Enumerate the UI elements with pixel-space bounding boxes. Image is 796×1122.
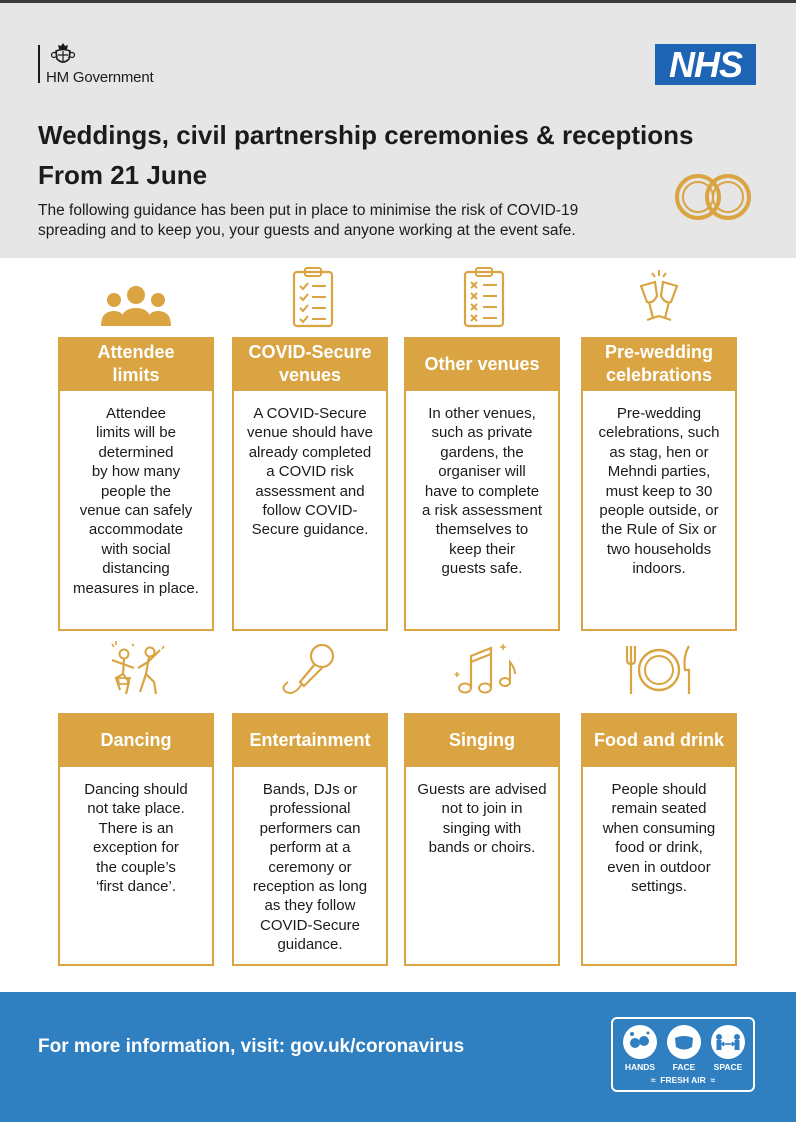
card-text-line: when consuming bbox=[602, 819, 716, 837]
fresh-air-label: ≈ FRESH AIR ≈ bbox=[650, 1075, 716, 1085]
hm-government-label: HM Government bbox=[46, 69, 154, 86]
card-text-line: There is an bbox=[98, 819, 174, 837]
card-text-line: must keep to 30 bbox=[605, 482, 713, 500]
card-text-line: determined bbox=[98, 443, 174, 461]
card-text-line: venue can safely bbox=[79, 502, 193, 520]
hm-government-logo bbox=[38, 41, 178, 89]
card-text-line: Bands, DJs or bbox=[262, 781, 358, 798]
card-text-line: follow COVID- bbox=[262, 502, 358, 520]
card-text-line: two households bbox=[606, 540, 712, 558]
hands-icon bbox=[623, 1025, 657, 1059]
card-text-line: settings. bbox=[631, 878, 687, 896]
space-label: SPACE bbox=[713, 1062, 743, 1072]
page-title bbox=[38, 115, 758, 195]
card-text-line: bands or choirs. bbox=[428, 839, 536, 857]
card-text-line: distancing bbox=[102, 560, 170, 578]
card-body-attendee-limits bbox=[58, 391, 214, 631]
card-text-line: even in outdoor bbox=[607, 858, 711, 876]
card-head-pre-wedding-celebrations bbox=[581, 337, 737, 391]
champagne-glasses-icon bbox=[619, 266, 699, 330]
card-text-line: Guests are advised bbox=[417, 781, 547, 798]
card-text-line: a risk assessment bbox=[421, 502, 543, 520]
header-panel bbox=[0, 3, 796, 258]
card-text-line: as they follow bbox=[264, 897, 356, 915]
card-head-singing bbox=[404, 713, 560, 767]
card-text-line: exception for bbox=[93, 839, 179, 857]
card-body-covid-secure-venues bbox=[232, 391, 388, 631]
card-text-line: guests safe. bbox=[441, 560, 523, 578]
card-text-line: singing with bbox=[442, 819, 522, 837]
title-line-1: Weddings, civil partnership ceremonies & receptions bbox=[38, 120, 694, 150]
nhs-logo: NHS bbox=[655, 44, 756, 85]
card-text-line: perform at a bbox=[269, 839, 351, 857]
card-head-line: celebrations bbox=[605, 365, 713, 385]
card-text-line: In other venues, bbox=[428, 405, 536, 422]
card-head-line: COVID-Secure bbox=[248, 342, 372, 362]
card-body-entertainment bbox=[232, 767, 388, 966]
card-text-line: assessment and bbox=[255, 482, 365, 500]
card-text-line: celebrations, such bbox=[598, 424, 720, 442]
checklist-icon bbox=[272, 266, 352, 330]
intro-line-2: spreading and to keep you, your guests and anyone working at the event safe. bbox=[38, 222, 576, 239]
card-text-line: already completed bbox=[248, 443, 372, 461]
card-head-entertainment bbox=[232, 713, 388, 767]
card-head-line: Other venues bbox=[424, 353, 540, 374]
card-text-line: guidance. bbox=[277, 936, 343, 954]
card-text-line: people the bbox=[100, 482, 172, 500]
fresh-air-text: FRESH AIR bbox=[660, 1075, 706, 1085]
card-text-line: ceremony or bbox=[268, 858, 352, 876]
card-head-line: Dancing bbox=[100, 729, 172, 750]
card-text-line: a COVID risk bbox=[266, 463, 354, 481]
card-text-line: A COVID-Secure bbox=[253, 405, 367, 422]
card-text-line: the couple’s bbox=[96, 858, 176, 876]
card-text-line: people outside, or bbox=[599, 502, 719, 520]
title-line-2: From 21 June bbox=[38, 160, 208, 190]
card-body-singing bbox=[404, 767, 560, 966]
face-mask-icon bbox=[667, 1025, 701, 1059]
card-head-line: Attendee bbox=[97, 342, 175, 362]
intro-text bbox=[38, 201, 658, 241]
people-icon bbox=[96, 278, 176, 342]
card-head-line: limits bbox=[112, 365, 160, 385]
card-text-line: organiser will bbox=[438, 463, 526, 481]
card-text-line: Secure guidance. bbox=[251, 521, 369, 539]
card-head-line: venues bbox=[278, 365, 342, 385]
plate-cutlery-icon bbox=[619, 638, 699, 702]
card-text-line: Pre-wedding bbox=[616, 405, 702, 422]
more-information-link[interactable]: For more information, visit: gov.uk/coronavirus bbox=[38, 1036, 465, 1057]
card-body-food-and-drink bbox=[581, 767, 737, 966]
card-text-line: indoors. bbox=[632, 560, 686, 578]
card-text-line: accommodate bbox=[88, 521, 184, 539]
space-icon bbox=[711, 1025, 745, 1059]
card-text-line: Mehndi parties, bbox=[607, 463, 711, 481]
card-text-line: professional bbox=[269, 800, 351, 818]
card-text-line: Dancing should bbox=[84, 781, 188, 798]
card-text-line: venue should have bbox=[247, 424, 373, 442]
cross-checklist-icon bbox=[443, 266, 523, 330]
card-head-line: Food and drink bbox=[594, 729, 724, 750]
hands-face-space-badge bbox=[611, 1017, 755, 1092]
card-text-line: measures in place. bbox=[73, 579, 199, 597]
card-head-food-and-drink bbox=[581, 713, 737, 767]
card-head-other-venues bbox=[404, 337, 560, 391]
card-head-line: Pre-wedding bbox=[604, 342, 713, 362]
face-label: FACE bbox=[672, 1062, 696, 1072]
card-text-line: such as private bbox=[431, 424, 533, 442]
card-body-dancing bbox=[58, 767, 214, 966]
card-head-dancing bbox=[58, 713, 214, 767]
music-notes-icon bbox=[443, 638, 523, 702]
card-head-attendee-limits bbox=[58, 337, 214, 391]
card-text-line: food or drink, bbox=[615, 839, 703, 857]
card-text-line: the Rule of Six or bbox=[601, 521, 717, 539]
card-head-covid-secure-venues bbox=[232, 337, 388, 391]
card-text-line: not take place. bbox=[87, 800, 185, 818]
card-text-line: limits will be bbox=[95, 424, 176, 442]
card-body-other-venues bbox=[404, 391, 560, 631]
royal-crest-icon bbox=[50, 41, 76, 67]
dancing-icon bbox=[96, 638, 176, 702]
card-text-line: not to join in bbox=[441, 800, 523, 818]
card-text-line: reception as long bbox=[252, 878, 368, 896]
logo-bar bbox=[38, 45, 40, 83]
card-text-line: with social bbox=[101, 540, 171, 558]
hands-label: HANDS bbox=[624, 1062, 656, 1072]
card-text-line: performers can bbox=[259, 819, 361, 837]
footer-panel bbox=[0, 992, 796, 1122]
card-text-line: have to complete bbox=[424, 482, 540, 500]
card-head-line: Singing bbox=[449, 729, 515, 750]
card-text-line: gardens, the bbox=[440, 443, 524, 461]
card-head-line: Entertainment bbox=[249, 729, 371, 750]
card-text-line: keep their bbox=[449, 540, 515, 558]
card-text-line: People should bbox=[611, 781, 707, 798]
card-text-line: COVID-Secure bbox=[259, 916, 361, 934]
intro-line-1: The following guidance has been put in place to minimise the risk of COVID-19 bbox=[38, 202, 579, 219]
microphone-icon bbox=[272, 638, 352, 702]
card-text-line: as stag, hen or bbox=[609, 443, 709, 461]
card-text-line: themselves to bbox=[435, 521, 529, 539]
card-text-line: remain seated bbox=[611, 800, 707, 818]
card-body-pre-wedding-celebrations bbox=[581, 391, 737, 631]
card-text-line: ‘first dance’. bbox=[95, 878, 177, 896]
card-text-line: by how many bbox=[91, 463, 181, 481]
wedding-rings-icon bbox=[668, 169, 760, 225]
card-text-line: Attendee bbox=[105, 405, 167, 422]
